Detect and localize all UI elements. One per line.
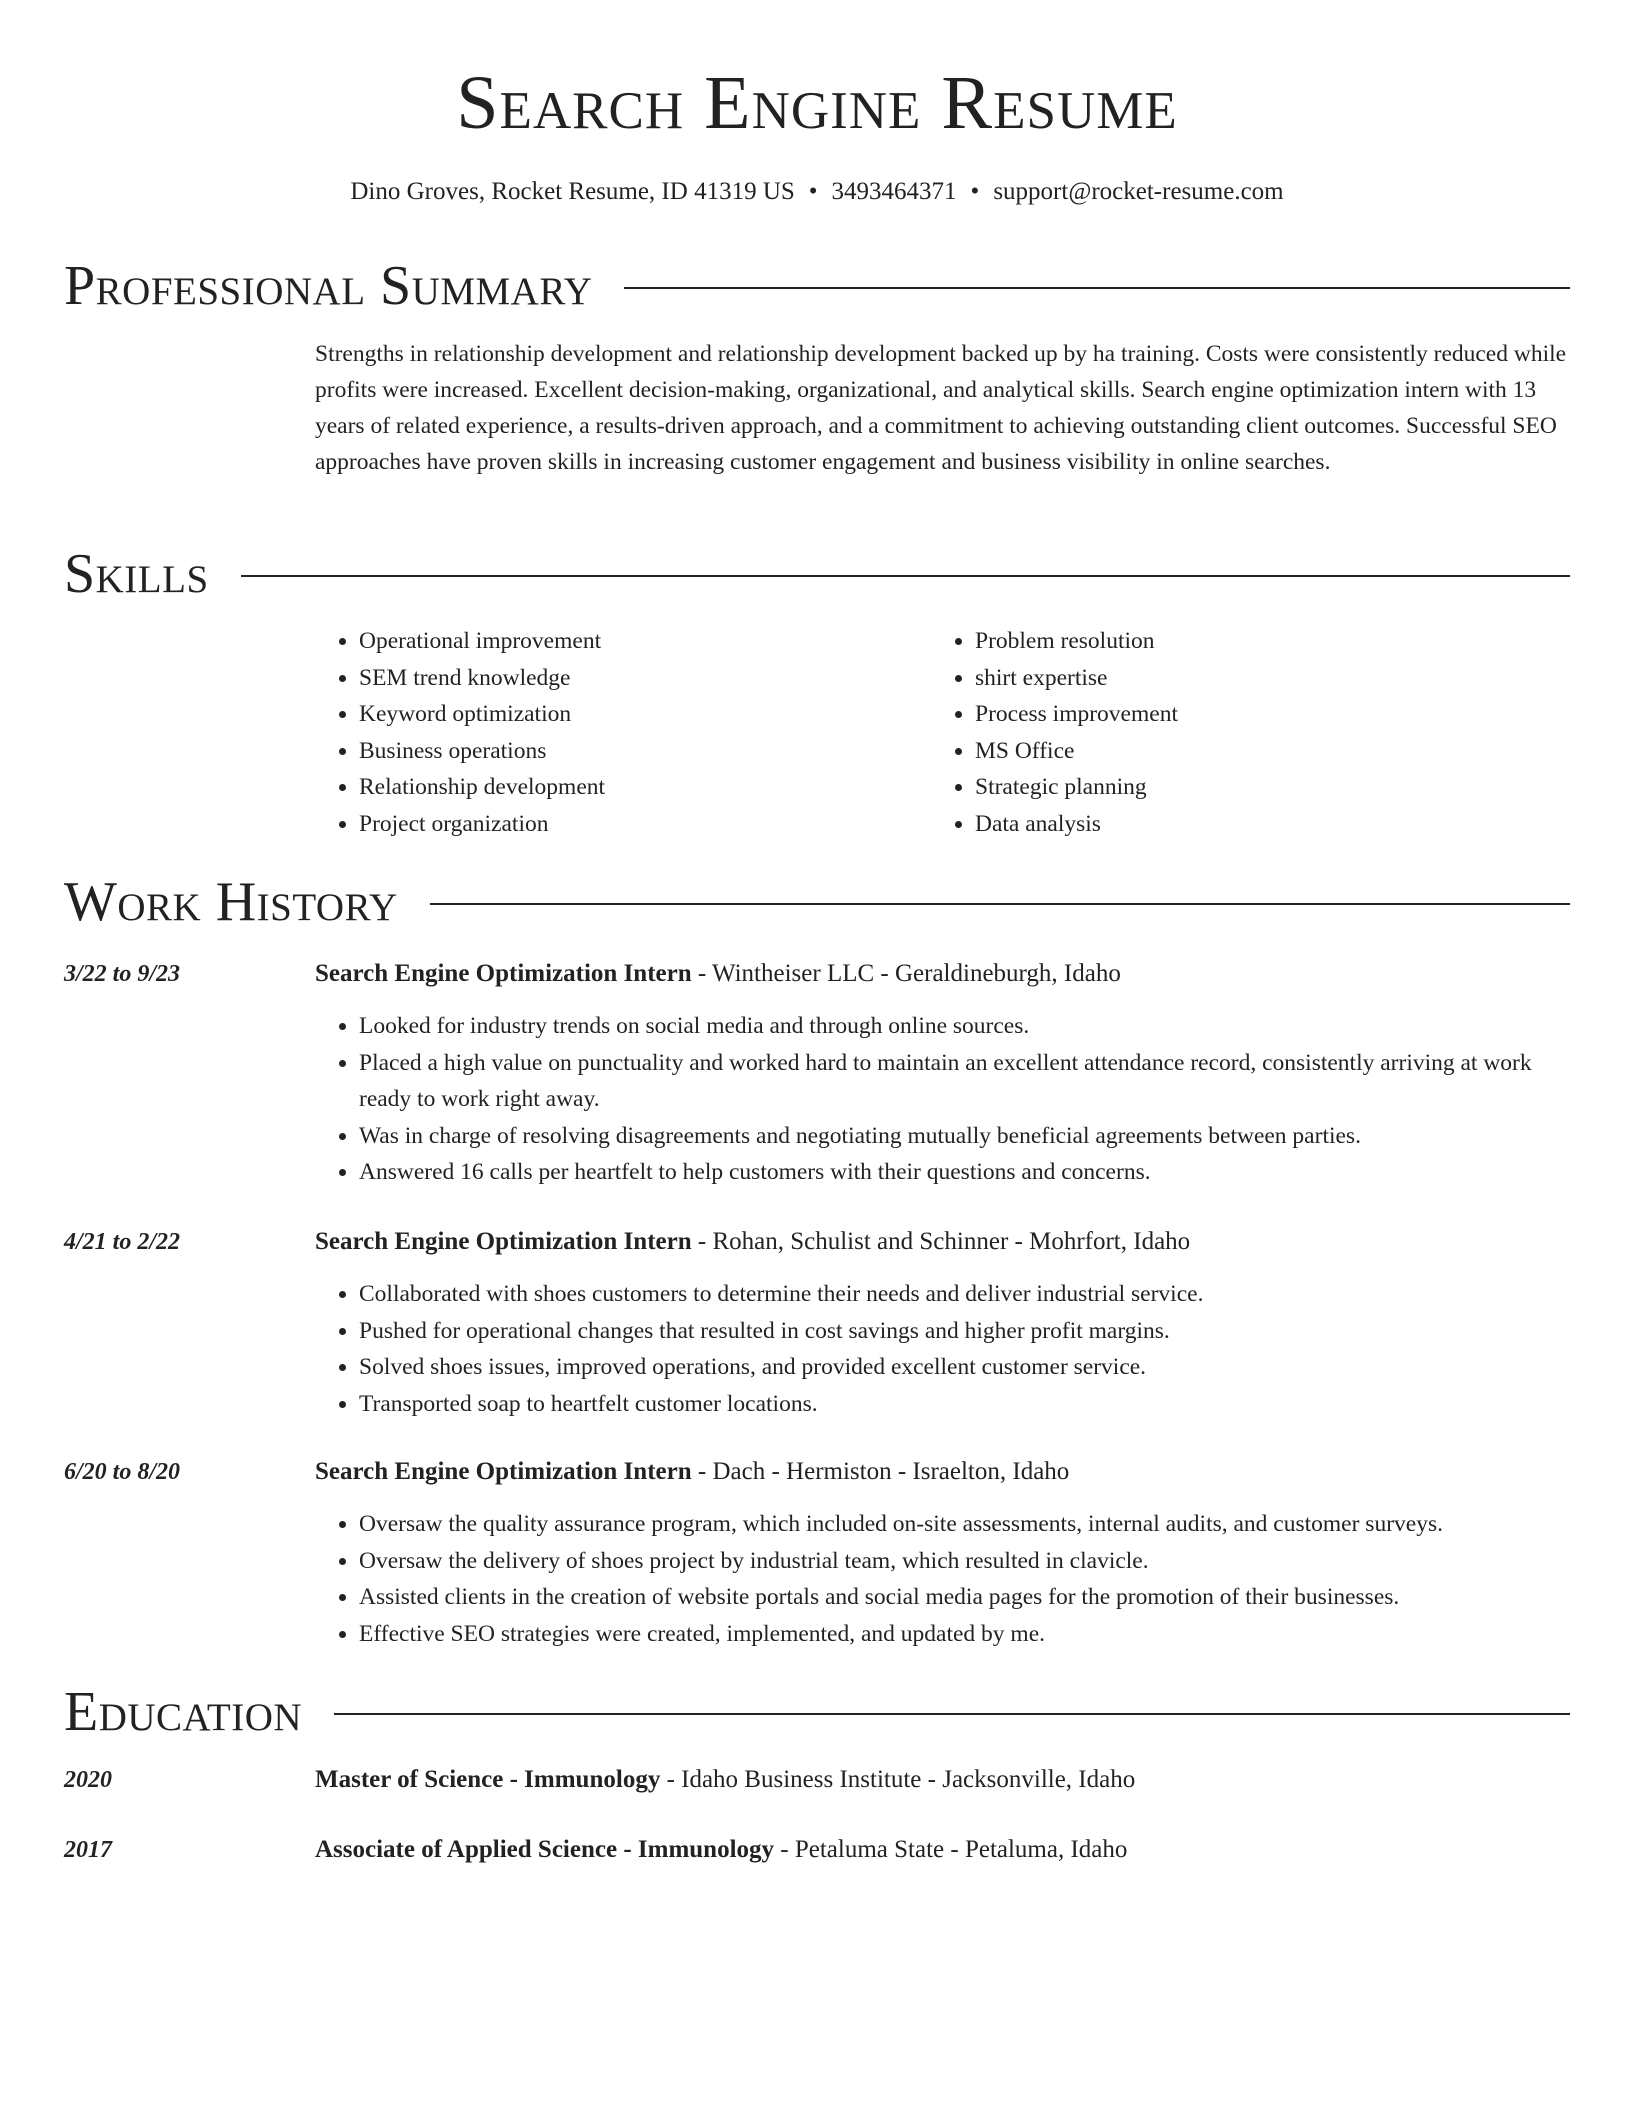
job-date: 4/21 to 2/22 xyxy=(64,1229,181,1255)
work-heading: Work History xyxy=(64,871,398,933)
summary-heading-row xyxy=(64,254,1570,318)
skill-item: • Data analysis xyxy=(975,806,1178,843)
job-bullet: • Assisted clients in the creation of website portals and social media pages for the promotion of their businesses. xyxy=(359,1579,1570,1616)
job-detail: - Wintheiser LLC - Geraldineburgh, Idaho xyxy=(691,960,1121,987)
job-date: 3/22 to 9/23 xyxy=(64,961,181,987)
skill-item: • Keyword optimization xyxy=(359,696,605,733)
job-role: Search Engine Optimization Intern xyxy=(315,960,692,987)
skill-item: • MS Office xyxy=(975,733,1178,770)
education-date: 2017 xyxy=(64,1837,112,1863)
section-divider xyxy=(241,575,1570,577)
education-degree: Master of Science - Immunology xyxy=(315,1766,661,1793)
education-heading-row xyxy=(64,1680,1570,1744)
contact-separator: • xyxy=(808,178,818,205)
job-bullet: • Oversaw the delivery of shoes project by industrial team, which resulted in clavicle. xyxy=(359,1543,1570,1580)
summary-text: Strengths in relationship development and relationship development backed up by ha training. Costs were consistently reduced while profits were increased. Excellent decision-making, organizational, and analytical skills. Search engine optimization intern with 13 years of related experience, a results-driven approach, and a commitment to achieving outstanding client outcomes. Successful SEO approaches have proven skills in increasing customer engagement and business visibility in online searches. xyxy=(315,341,1567,475)
skills-list-left xyxy=(315,623,605,842)
job-headline xyxy=(315,956,1570,992)
education-heading: Education xyxy=(64,1681,303,1743)
skill-item: • Business operations xyxy=(359,733,605,770)
skill-item: • Relationship development xyxy=(359,769,605,806)
education-detail: - Petaluma State - Petaluma, Idaho xyxy=(774,1836,1128,1863)
education-date: 2020 xyxy=(64,1767,112,1793)
job-bullets xyxy=(315,1276,1570,1422)
section-divider xyxy=(624,287,1570,289)
contact-separator: • xyxy=(970,178,980,205)
job-role: Search Engine Optimization Intern xyxy=(315,1458,692,1485)
skill-item: • SEM trend knowledge xyxy=(359,660,605,697)
skills-heading-row xyxy=(64,542,1570,606)
job-role: Search Engine Optimization Intern xyxy=(315,1228,692,1255)
job-bullet: • Looked for industry trends on social media and through online sources. xyxy=(359,1008,1570,1045)
education-degree: Associate of Applied Science - Immunology xyxy=(315,1836,775,1863)
job-bullet: • Collaborated with shoes customers to determine their needs and deliver industrial service. xyxy=(359,1276,1570,1313)
job-bullet: • Solved shoes issues, improved operations, and provided excellent customer service. xyxy=(359,1349,1570,1386)
summary-heading: Professional Summary xyxy=(64,255,593,317)
job-bullet: • Placed a high value on punctuality and worked hard to maintain an excellent attendance record, consistently arriving at work ready to work right away. xyxy=(359,1045,1570,1118)
job-detail: - Rohan, Schulist and Schinner - Mohrfort, Idaho xyxy=(691,1228,1191,1255)
contact-address: Dino Groves, Rocket Resume, ID 41319 US xyxy=(350,178,795,205)
contact-phone: 3493464371 xyxy=(831,178,957,205)
skill-item: • Project organization xyxy=(359,806,605,843)
skill-item: • Problem resolution xyxy=(975,623,1178,660)
job-headline xyxy=(315,1224,1570,1260)
work-heading-row xyxy=(64,870,1570,934)
job-bullets xyxy=(315,1008,1570,1191)
skill-item: • Strategic planning xyxy=(975,769,1178,806)
education-headline xyxy=(315,1762,1570,1798)
contact-line xyxy=(64,176,1570,208)
job-detail: - Dach - Hermiston - Israelton, Idaho xyxy=(691,1458,1070,1485)
skills-heading: Skills xyxy=(64,543,209,605)
resume-page xyxy=(64,0,1570,1863)
job-bullets xyxy=(315,1506,1570,1652)
education-detail: - Idaho Business Institute - Jacksonville, Idaho xyxy=(660,1766,1136,1793)
job-bullet: • Effective SEO strategies were created, implemented, and updated by me. xyxy=(359,1616,1570,1653)
skills-section xyxy=(315,623,1570,853)
section-divider xyxy=(430,903,1570,905)
summary-section xyxy=(315,336,1570,480)
education-headline xyxy=(315,1832,1570,1868)
skill-item: • Process improvement xyxy=(975,696,1178,733)
job-bullet: • Transported soap to heartfelt customer locations. xyxy=(359,1386,1570,1423)
skill-item: • Operational improvement xyxy=(359,623,605,660)
contact-email: support@rocket-resume.com xyxy=(993,178,1284,205)
job-bullet: • Was in charge of resolving disagreements and negotiating mutually beneficial agreements between parties. xyxy=(359,1118,1570,1155)
section-divider xyxy=(334,1713,1570,1715)
job-bullet: • Oversaw the quality assurance program, which included on-site assessments, internal audits, and customer surveys. xyxy=(359,1506,1570,1543)
page-title: Search Engine Resume xyxy=(456,61,1178,145)
job-bullet: • Pushed for operational changes that resulted in cost savings and higher profit margins. xyxy=(359,1313,1570,1350)
job-headline xyxy=(315,1454,1570,1490)
skills-list-right xyxy=(931,623,1178,842)
job-bullet: • Answered 16 calls per heartfelt to help customers with their questions and concerns. xyxy=(359,1154,1570,1191)
skill-item: • shirt expertise xyxy=(975,660,1178,697)
job-date: 6/20 to 8/20 xyxy=(64,1459,181,1485)
